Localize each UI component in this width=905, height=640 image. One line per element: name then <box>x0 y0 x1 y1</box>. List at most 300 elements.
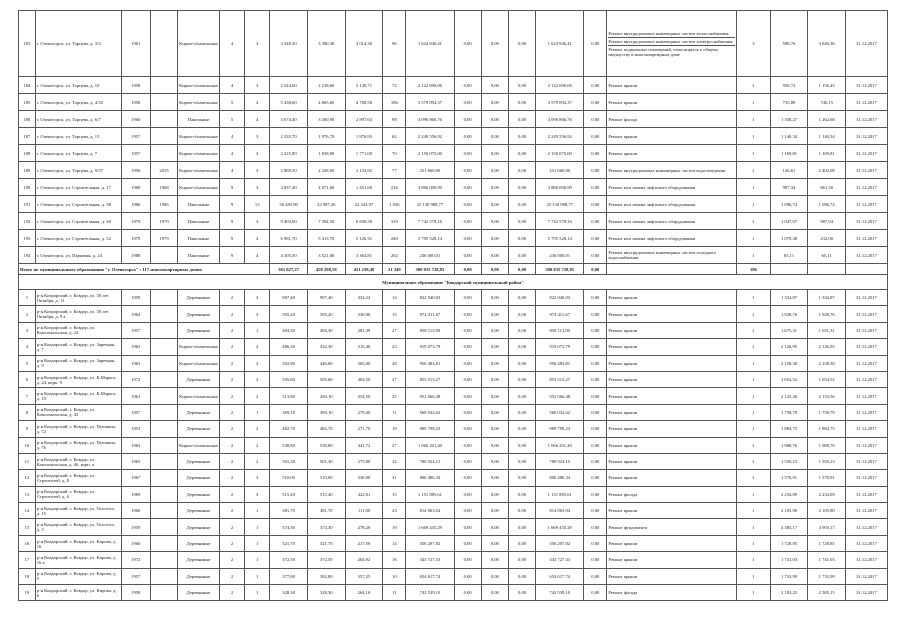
repair-cost: 853 513,27 <box>406 371 454 387</box>
total-row <box>19 264 888 275</box>
table-row <box>19 552 888 568</box>
completion-date: 31.12.2017 <box>846 404 888 420</box>
residential-area: 357,25 <box>345 568 383 584</box>
fund-regional: 0,00 <box>481 145 508 162</box>
work-count: 1 <box>737 470 771 486</box>
section-1-total <box>19 264 888 290</box>
row-number: 9 <box>19 421 36 437</box>
floors: 2 <box>220 437 245 453</box>
living-area: 3 360,90 <box>307 111 345 128</box>
table-row <box>19 213 888 230</box>
address: г. Оленегорск, ул. Парковая, д. 24 <box>35 247 121 264</box>
fund-federal: 0,00 <box>454 162 481 179</box>
residential-area: 264,92 <box>345 552 383 568</box>
address: р-н Ковдорский, г. Ковдор, ул. Заречная, д. 9 <box>35 355 121 371</box>
residential-area: 264,10 <box>345 585 383 601</box>
living-area: 510,00 <box>307 470 345 486</box>
residents: 19 <box>383 421 406 437</box>
max-unit-cost: 2 126,95 <box>808 339 846 355</box>
entrances: 3 <box>245 77 270 94</box>
fund-other: 0,00 <box>584 371 607 387</box>
residents: 62 <box>383 128 406 145</box>
residents: 77 <box>383 162 406 179</box>
work-type <box>607 519 737 535</box>
work-item: Ремонт крыши <box>608 150 638 156</box>
residents: 216 <box>383 179 406 196</box>
repair-cost: 780 924,15 <box>406 453 454 469</box>
year-renovated <box>150 145 177 162</box>
fund-municipal: 0,00 <box>508 486 535 502</box>
residents: 19 <box>383 519 406 535</box>
residents: 14 <box>383 535 406 551</box>
repair-cost: 560 032,62 <box>406 404 454 420</box>
fund-federal: 0,00 <box>454 552 481 568</box>
residents: 202 <box>383 247 406 264</box>
row-number: 14 <box>19 503 36 519</box>
fund-municipal: 0,00 <box>508 355 535 371</box>
max-unit-cost: 1 758,79 <box>808 404 846 420</box>
row-number: 185 <box>19 94 36 111</box>
floors: 2 <box>220 453 245 469</box>
fund-owners: 806 486,34 <box>536 470 584 486</box>
completion-date: 31.12.2017 <box>846 453 888 469</box>
completion-date: 31.12.2017 <box>846 230 888 247</box>
entrances: 3 <box>245 290 270 306</box>
section-2-banner <box>19 275 888 290</box>
completion-date: 31.12.2017 <box>846 306 888 322</box>
fund-owners: 974 411,67 <box>536 306 584 322</box>
residential-area: 422,81 <box>345 486 383 502</box>
year-built: 1965 <box>121 453 150 469</box>
work-count: 1 <box>737 213 771 230</box>
total-area: 374,30 <box>270 519 308 535</box>
row-number: 10 <box>19 437 36 453</box>
fund-other: 0,00 <box>584 453 607 469</box>
fund-municipal: 0,00 <box>508 388 535 404</box>
completion-date: 31.12.2017 <box>846 77 888 94</box>
work-type <box>607 145 737 162</box>
fund-municipal: 0,00 <box>508 94 535 111</box>
fund-municipal: 0,00 <box>508 322 535 338</box>
work-count: 1 <box>737 453 771 469</box>
residential-area: 217,50 <box>345 535 383 551</box>
fund-regional: 0,00 <box>481 11 508 77</box>
living-area: 382,80 <box>307 568 345 584</box>
completion-date: 31.12.2017 <box>846 388 888 404</box>
floors: 9 <box>220 247 245 264</box>
work-count: 1 <box>737 162 771 179</box>
repair-cost: 919 073,79 <box>406 339 454 355</box>
completion-date: 31.12.2017 <box>846 111 888 128</box>
table-row <box>19 388 888 404</box>
fund-municipal: 0,00 <box>508 437 535 453</box>
max-unit-cost: 1 733,99 <box>808 568 846 584</box>
floors: 2 <box>220 470 245 486</box>
wall-material: Панельные <box>178 247 220 264</box>
living-area: 515,40 <box>307 486 345 502</box>
residential-area: 281,39 <box>345 322 383 338</box>
fund-other: 0,00 <box>584 519 607 535</box>
address: г. Оленегорск, ул. Торцева, д. 3/3 <box>35 11 121 77</box>
wall-material: Деревянные <box>178 404 220 420</box>
repair-cost: 909 798,23 <box>406 421 454 437</box>
residents: 23 <box>383 339 406 355</box>
living-area: 505,60 <box>307 371 345 387</box>
unit-cost: 65,11 <box>770 247 808 264</box>
fund-federal: 0,00 <box>454 585 481 601</box>
address: р-н Ковдорский, г. Ковдор, ул. Комсомольская, д. 46, корп. а <box>35 453 121 469</box>
year-built: 1958 <box>121 585 150 601</box>
year-renovated <box>150 371 177 387</box>
work-item: Ремонт крыши <box>608 82 638 88</box>
row-number: 5 <box>19 355 36 371</box>
residents: 27 <box>383 371 406 387</box>
residential-area: 3 014,30 <box>345 11 383 77</box>
year-built: 1957 <box>121 128 150 145</box>
repair-cost: 1 624 946,41 <box>406 11 454 77</box>
floors: 2 <box>220 552 245 568</box>
year-built: 1968 <box>121 179 150 196</box>
work-count: 1 <box>737 486 771 502</box>
table-row <box>19 339 888 355</box>
year-renovated <box>150 404 177 420</box>
wall-material: Кирпи-ч/панельные <box>178 145 220 162</box>
unit-cost: 2 183,25 <box>770 585 808 601</box>
year-built: 1961 <box>121 388 150 404</box>
fund-owners: 1 066 201,40 <box>536 437 584 453</box>
entrances: 3 <box>245 486 270 502</box>
total-area: 5 438,60 <box>270 94 308 111</box>
residential-area: 1 451,60 <box>345 179 383 196</box>
living-area: 1 838,00 <box>307 145 345 162</box>
work-item: Ремонт крыши <box>608 377 638 383</box>
fund-federal: 0,00 <box>454 247 481 264</box>
work-item: Ремонт или замена лифтового оборудования <box>608 184 696 190</box>
living-area: 494,30 <box>307 322 345 338</box>
fund-owners: 654 617,74 <box>536 568 584 584</box>
repair-cost: 25 130 988,77 <box>406 196 454 213</box>
unit-cost: 1 728,85 <box>770 535 808 551</box>
total-area: 482,70 <box>270 421 308 437</box>
work-type <box>607 552 737 568</box>
max-unit-cost: 1 651,31 <box>808 322 846 338</box>
work-count: 1 <box>737 247 771 264</box>
entrances: 2 <box>245 355 270 371</box>
fund-municipal: 0,00 <box>508 111 535 128</box>
entrances: 2 <box>245 339 270 355</box>
fund-owners: 822 940,03 <box>536 290 584 306</box>
address: г. Оленегорск, ул. Торцева, д. 9/37 <box>35 162 121 179</box>
year-built: 1979 <box>121 230 150 247</box>
living-area: 3 380,30 <box>307 11 345 77</box>
repair-cost: 814 063,04 <box>406 503 454 519</box>
fund-owners: 343 727,33 <box>536 552 584 568</box>
fund-other: 0,00 <box>584 306 607 322</box>
table-row <box>19 145 888 162</box>
work-count: 1 <box>737 535 771 551</box>
work-count: 1 <box>737 388 771 404</box>
address: р-н Ковдорский, г. Ковдор, ул. Комсомольская, д. 24 <box>35 322 121 338</box>
work-item: Ремонт внутридомовых инженерных систем холодного водоснабжения <box>608 250 717 260</box>
max-unit-cost: 987,94 <box>808 213 846 230</box>
living-area: 3 521,80 <box>307 247 345 264</box>
living-area: 4 071,60 <box>307 179 345 196</box>
residents: 70 <box>383 145 406 162</box>
fund-other: 0,00 <box>584 535 607 551</box>
entrances: 2 <box>245 437 270 453</box>
work-item: Ремонт крыши <box>608 133 638 139</box>
max-unit-cost: 1 988,76 <box>808 437 846 453</box>
fund-regional: 0,00 <box>481 213 508 230</box>
floors: 2 <box>220 421 245 437</box>
completion-date: 31.12.2017 <box>846 371 888 387</box>
work-type <box>607 437 737 453</box>
year-renovated <box>150 306 177 322</box>
fund-owners: 5 795 528,14 <box>536 230 584 247</box>
entrances: 1 <box>245 585 270 601</box>
total-area-1: 561 027,27 <box>270 264 308 275</box>
living-area: 446,00 <box>307 355 345 371</box>
address: р-н Ковдорский, г. Ковдор, ул. Пушкина, д. 72 <box>35 421 121 437</box>
year-built: 1960 <box>121 503 150 519</box>
residential-area: 278,20 <box>345 519 383 535</box>
fund-owners: 236 000,01 <box>536 247 584 264</box>
wall-material: Деревянные <box>178 519 220 535</box>
wall-material: Деревянные <box>178 421 220 437</box>
living-area: 505,20 <box>307 306 345 322</box>
unit-cost: 1 675,31 <box>770 322 808 338</box>
total-area: 377,80 <box>270 568 308 584</box>
unit-cost: 1 988,76 <box>770 437 808 453</box>
fund-owners: 742 539,10 <box>536 585 584 601</box>
total-area: 907,40 <box>270 290 308 306</box>
floors: 9 <box>220 213 245 230</box>
row-number: 7 <box>19 388 36 404</box>
unit-cost: 1 096,74 <box>770 196 808 213</box>
repair-cost: 858 113,00 <box>406 322 454 338</box>
unit-cost: 1 741,03 <box>770 552 808 568</box>
table-row <box>19 196 888 213</box>
wall-material: Деревянные <box>178 535 220 551</box>
year-renovated <box>150 355 177 371</box>
work-count: 1 <box>737 230 771 247</box>
fund-regional: 0,00 <box>481 355 508 371</box>
work-type <box>607 404 737 420</box>
fund-federal: 0,00 <box>454 128 481 145</box>
work-type <box>607 535 737 551</box>
fund-regional: 0,00 <box>481 421 508 437</box>
work-count: 3 <box>737 11 771 77</box>
max-unit-cost: 2 585,15 <box>808 585 846 601</box>
work-count: 1 <box>737 322 771 338</box>
fund-other: 0,00 <box>584 77 607 94</box>
wall-material: Кирпи-ч/панельные <box>178 437 220 453</box>
residential-area: 4 708,50 <box>345 94 383 111</box>
completion-date: 31.12.2017 <box>846 339 888 355</box>
row-number: 2 <box>19 306 36 322</box>
row-number: 193 <box>19 230 36 247</box>
residents: 27 <box>383 437 406 453</box>
completion-date: 31.12.2017 <box>846 322 888 338</box>
fund-other: 0,00 <box>584 162 607 179</box>
fund-municipal: 0,00 <box>508 585 535 601</box>
repair-cost: 3 866 000,99 <box>406 179 454 196</box>
table-row <box>19 371 888 387</box>
fund-owners: 853 513,27 <box>536 371 584 387</box>
year-built: 1960 <box>121 111 150 128</box>
max-unit-cost: 1 096,74 <box>808 196 846 213</box>
entrances: 1 <box>245 503 270 519</box>
wall-material: Деревянные <box>178 486 220 502</box>
max-unit-cost: 1 570,91 <box>808 470 846 486</box>
fund-other: 0,00 <box>584 11 607 77</box>
work-item: Ремонт крыши <box>608 99 638 105</box>
work-item: Ремонт подвальных помещений, относящихся к общему имуществу в многоквартирном доме <box>608 46 719 57</box>
total-residents: 21 349 <box>383 264 406 275</box>
year-renovated <box>150 128 177 145</box>
unit-cost: 1 654,52 <box>770 371 808 387</box>
table-row <box>19 404 888 420</box>
unit-cost: 1 570,91 <box>770 470 808 486</box>
fund-federal: 0,00 <box>454 355 481 371</box>
total-area: 3 548,30 <box>270 11 308 77</box>
fund-other: 0,00 <box>584 290 607 306</box>
row-number: 184 <box>19 77 36 94</box>
work-item: Ремонт фасада <box>608 590 638 596</box>
total-area: 538,80 <box>270 437 308 453</box>
year-renovated: 1968 <box>150 179 177 196</box>
work-count: 1 <box>737 128 771 145</box>
floors: 2 <box>220 519 245 535</box>
total-fund-1: 0,00 <box>454 264 481 275</box>
entrances: 1 <box>245 322 270 338</box>
fund-federal: 0,00 <box>454 322 481 338</box>
residents: 28 <box>383 355 406 371</box>
living-area: 4 865,60 <box>307 94 345 111</box>
fund-other: 0,00 <box>584 486 607 502</box>
work-item: Ремонт крыши <box>608 508 638 514</box>
address: р-н Ковдорский, г. Ковдор, ул. Толстого, д. 15 <box>35 503 121 519</box>
row-number: 189 <box>19 162 36 179</box>
work-item: Ремонт крыши <box>608 442 638 448</box>
year-renovated <box>150 568 177 584</box>
work-type <box>607 290 737 306</box>
unit-cost: 1 047,07 <box>770 213 808 230</box>
fund-regional: 0,00 <box>481 585 508 601</box>
fund-regional: 0,00 <box>481 94 508 111</box>
fund-federal: 0,00 <box>454 421 481 437</box>
row-number: 17 <box>19 552 36 568</box>
work-item: Ремонт крыши <box>608 393 638 399</box>
fund-regional: 0,00 <box>481 535 508 551</box>
year-renovated <box>150 486 177 502</box>
repair-cost: 236 000,01 <box>406 247 454 264</box>
work-type <box>607 162 737 179</box>
total-area: 501,30 <box>270 453 308 469</box>
year-renovated: 1986 <box>150 196 177 213</box>
residential-area: 2 149,71 <box>345 77 383 94</box>
fund-federal: 0,00 <box>454 306 481 322</box>
address: р-н Ковдорский, г. Ковдор, ул. К.Маркса, д. 19 <box>35 388 121 404</box>
entrances: 4 <box>245 247 270 264</box>
fund-federal: 0,00 <box>454 437 481 453</box>
residential-area: 441,72 <box>345 437 383 453</box>
fund-other: 0,00 <box>584 111 607 128</box>
table-row <box>19 290 888 306</box>
work-item: Ремонт крыши <box>608 573 638 579</box>
entrances: 4 <box>245 230 270 247</box>
work-count: 1 <box>737 111 771 128</box>
year-renovated: 1979 <box>150 230 177 247</box>
completion-date: 31.12.2017 <box>846 162 888 179</box>
max-unit-cost: 1 884,75 <box>808 421 846 437</box>
work-count: 1 <box>737 355 771 371</box>
fund-regional: 0,00 <box>481 404 508 420</box>
work-type <box>607 94 737 111</box>
row-number: 183 <box>19 11 36 77</box>
row-number: 1 <box>19 290 36 306</box>
floors: 2 <box>220 585 245 601</box>
unit-cost: 1 334,87 <box>770 290 808 306</box>
wall-material: Деревянные <box>178 371 220 387</box>
work-count: 1 <box>737 196 771 213</box>
fund-owners: 2 122 690,06 <box>536 77 584 94</box>
fund-municipal: 0,00 <box>508 535 535 551</box>
work-count: 1 <box>737 339 771 355</box>
unit-cost: 1 140,34 <box>770 128 808 145</box>
row-number: 16 <box>19 535 36 551</box>
max-unit-cost: 1 140,34 <box>808 128 846 145</box>
total-area-2: 458 298,58 <box>307 264 345 275</box>
floors: 9 <box>220 179 245 196</box>
fund-regional: 0,00 <box>481 111 508 128</box>
year-built: 1958 <box>121 77 150 94</box>
repair-cost: 2 249 556,92 <box>406 128 454 145</box>
fund-federal: 0,00 <box>454 388 481 404</box>
max-unit-cost: 65,11 <box>808 247 846 264</box>
address: р-н Ковдорский, г. Ковдор, ул. Кирова, д. 5 <box>35 568 121 584</box>
max-unit-cost: 1 262,68 <box>808 111 846 128</box>
work-item: Ремонт внутридомовых инженерных систем электроснабжения <box>608 38 735 46</box>
fund-other: 0,00 <box>584 470 607 486</box>
completion-date: 31.12.2017 <box>846 290 888 306</box>
table-row <box>19 585 888 601</box>
completion-date: 31.12.2017 <box>846 128 888 145</box>
wall-material: Деревянные <box>178 322 220 338</box>
fund-municipal: 0,00 <box>508 421 535 437</box>
table-row <box>19 179 888 196</box>
fund-regional: 0,00 <box>481 503 508 519</box>
fund-municipal: 0,00 <box>508 196 535 213</box>
year-renovated <box>150 535 177 551</box>
work-count: 1 <box>737 421 771 437</box>
floors: 2 <box>220 535 245 551</box>
unit-cost: 2 125,26 <box>770 388 808 404</box>
completion-date: 31.12.2017 <box>846 247 888 264</box>
year-built: 1964 <box>121 306 150 322</box>
living-area: 501,30 <box>307 453 345 469</box>
floors: 4 <box>220 162 245 179</box>
fund-other: 0,00 <box>584 213 607 230</box>
wall-material: Кирпи-ч/панельные <box>178 162 220 179</box>
residential-area: 111,00 <box>345 503 383 519</box>
floors: 4 <box>220 128 245 145</box>
repair-cost: 251 660,00 <box>406 162 454 179</box>
total-area: 30 483,90 <box>270 196 308 213</box>
work-item: Ремонт внутридомовых инженерных систем водоотведения <box>608 167 726 173</box>
max-unit-cost: 1 741,03 <box>808 552 846 568</box>
fund-owners: 1 624 946,41 <box>536 11 584 77</box>
